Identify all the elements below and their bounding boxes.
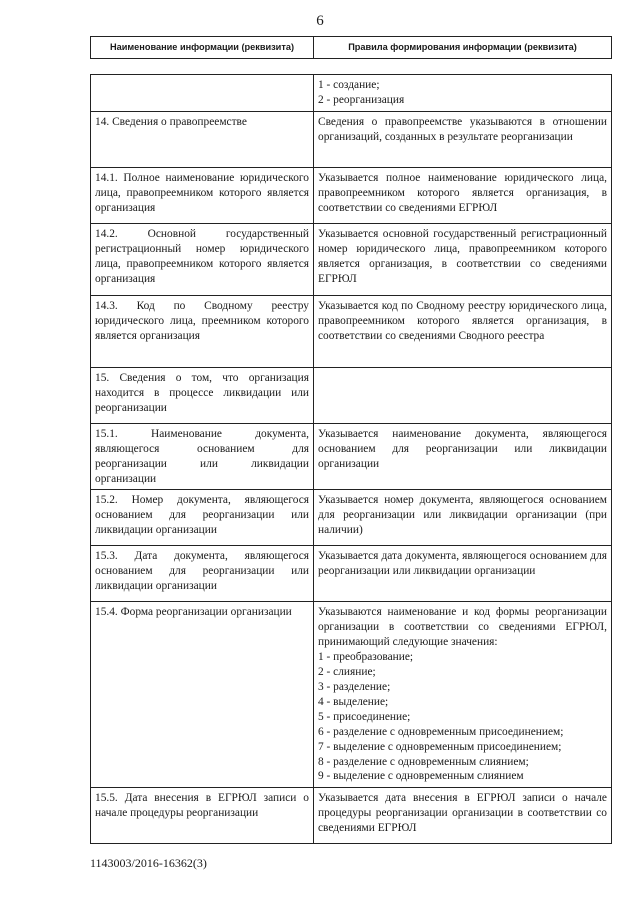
requisite-name: 15. Сведения о том, что организация находится в процессе ликвидации или реорганизации [91, 367, 314, 423]
requisite-rule: Указывается номер документа, являющегося основанием для реорганизации или ликвидации организации (при наличии) [314, 490, 612, 546]
rule-text: Указываются наименование и код формы реорганизации организации в соответствии со сведениями ЕГРЮЛ, принимающий следующие значения: [318, 606, 607, 649]
table-row [91, 75, 612, 112]
rule-value-line: 1 - создание; [318, 79, 380, 91]
rule-value-line: 3 - разделение; [318, 680, 391, 693]
requisite-rule: Сведения о правопреемстве указываются в отношении организаций, созданных в результате реорганизации [314, 111, 612, 167]
page-number: 6 [316, 13, 324, 29]
requisite-rule [314, 602, 612, 788]
requisite-name: 14.2. Основной государственный регистрационный номер юридического лица, правопреемником которого является организация [91, 223, 314, 295]
rule-value-line: 8 - разделение с одновременным слиянием; [318, 755, 529, 768]
requisite-rule: Указывается дата внесения в ЕГРЮЛ записи о начале процедуры реорганизации организации в соответствии со сведениями ЕГРЮЛ [314, 788, 612, 844]
rule-value-line: 5 - присоединение; [318, 710, 411, 723]
table-row [91, 295, 612, 367]
rule-value-line: 6 - разделение с одновременным присоединением; [318, 725, 564, 738]
requisite-name: 14. Сведения о правопреемстве [91, 111, 314, 167]
rule-value-line: 1 - преобразование; [318, 651, 414, 664]
requisite-rule [314, 367, 612, 423]
requisite-name: 15.3. Дата документа, являющегося основанием для реорганизации или ликвидации организации [91, 546, 314, 602]
requisite-rule: Указывается основной государственный регистрационный номер юридического лица, правопреемником которого является организация, в соответствии со сведениями ЕГРЮЛ [314, 223, 612, 295]
requisite-rule: Указывается полное наименование юридического лица, правопреемником которого является организация, в соответствии со сведениями ЕГРЮЛ [314, 167, 612, 223]
table-row [91, 167, 612, 223]
table-row [91, 111, 612, 167]
requisites-table [90, 74, 612, 844]
table-row [91, 223, 612, 295]
table-row [91, 602, 612, 788]
table-row [91, 788, 612, 844]
rule-value-line: 4 - выделение; [318, 695, 389, 708]
requisite-name: 15.4. Форма реорганизации организации [91, 602, 314, 788]
table-header-row [91, 37, 612, 59]
table-row [91, 423, 612, 490]
rule-value-line: 2 - реорганизация [318, 93, 405, 106]
rule-value-line: 7 - выделение с одновременным присоединением; [318, 740, 562, 753]
table-row [91, 490, 612, 546]
requisite-name: 15.5. Дата внесения в ЕГРЮЛ записи о начале процедуры реорганизации [91, 788, 314, 844]
requisite-name: 14.1. Полное наименование юридического лица, правопреемником которого является организация [91, 167, 314, 223]
table-header [90, 36, 612, 59]
requisite-name: 14.3. Код по Сводному реестру юридического лица, преемником которого является организация [91, 295, 314, 367]
header-name-column: Наименование информации (реквизита) [91, 37, 314, 59]
requisite-name: 15.2. Номер документа, являющегося основанием для реорганизации или ликвидации организации [91, 490, 314, 546]
requisite-rule [314, 75, 612, 112]
rule-value-line: 2 - слияние; [318, 666, 376, 679]
table-row [91, 367, 612, 423]
table-row [91, 546, 612, 602]
requisite-rule: Указывается код по Сводному реестру юридического лица, правопреемником которого является организация, в соответствии со сведениями Сводного реестра [314, 295, 612, 367]
requisite-name [91, 75, 314, 112]
requisite-name: 15.1. Наименование документа, являющегося основанием для реорганизации или ликвидации организации [91, 423, 314, 490]
header-rule-column: Правила формирования информации (реквизита) [314, 37, 612, 59]
rule-value-line: 9 - выделение с одновременным слиянием [318, 770, 524, 783]
requisite-rule: Указывается дата документа, являющегося основанием для реорганизации или ликвидации организации [314, 546, 612, 602]
requisite-rule: Указывается наименование документа, являющегося основанием для реорганизации или ликвидации организации [314, 423, 612, 490]
document-code: 1143003/2016-16362(3) [90, 856, 207, 870]
